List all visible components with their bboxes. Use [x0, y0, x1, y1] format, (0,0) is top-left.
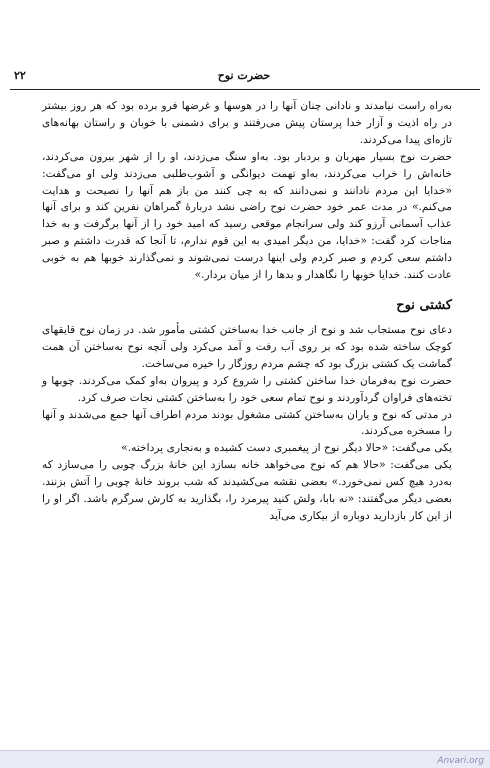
paragraph: حضرت نوح به‌فرمان خدا ساختن کشتی را شروع کرد و پیروان به‌او کمک می‌کردند. چوبها و تخته‌های فراوان گردآوردند و نوح تمام سعی خود را به‌ساختن کشتی نجات صرف کرد.: [42, 373, 452, 404]
page-body: [42, 98, 452, 525]
section-heading: کشتی نوح: [396, 297, 452, 313]
paragraph: یکی می‌گفت: «حالا هم که نوح می‌خواهد خانه بسازد این خانهٔ بزرگ چوبی را می‌سازد که به‌درد هیچ کس نمی‌خورد.» بعضی نقشه می‌کشیدند که شب بروند خانهٔ چوبی را آتش بزنند. بعضی دیگر می‌گفتند: «نه بابا، ولش کنید پیرمرد را، بگذارید به کارش سرگرم باشد. اگر او را از این کار بازدارید دوباره از بیکاری می‌آید: [42, 458, 452, 522]
paragraph: دعای نوح مستجاب شد و نوح از جانب خدا به‌ساختن کشتی مأمور شد. در زمان نوح قایقهای کوچک ساخته شده بود که بر روی آب رفت و آمد می‌کرد ولی آنچه نوح به‌ساختن آن همت گماشت یک کشتی بزرگ بود که چشم مردم روزگار را خیره می‌ساخت.: [42, 322, 452, 370]
paragraph: حضرت نوح بسیار مهربان و بردبار بود. به‌او سنگ می‌زدند، او را از شهر بیرون می‌کردند، خانه‌اش را خراب می‌کردند، به‌او تهمت دیوانگی و آشوب‌طلبی می‌زدند ولی او می‌گفت: «خدایا این مردم نادانند و نمی‌دانند که به‌ چی کنند من باز هم آنها را نصیحت و هدایت می‌کنم.» در مدت عمر خود حضرت نوح راضی نشد دربارهٔ گمراهان نفرین کند و برای آنها عذاب آسمانی آرزو کند ولی سرانجام موقعی رسید که امید خود را از آنها برگرفت و به خدا مناجات کرد گفت: «خدایا، من دیگر امیدی به این قوم ندارم، تا آنجا که قدرت داشتم و صبر داشتم سعی کردم و صبر کردم ولی اینها درست نمی‌شوند و نمی‌گذارند خوبها هم به خوبی عادت کنند. خدایا خوبها را نگاهدار و بدها را از میان بردار.»: [42, 149, 452, 282]
footer-bar: [0, 750, 490, 768]
running-title: حضرت نوح: [217, 68, 271, 82]
page-header: [14, 66, 476, 84]
page-number: ۲۲: [14, 68, 26, 82]
paragraph: به‌راه راست نیامدند و نادانی چنان آنها را در هوسها و غرضها فرو برده بود که هر روز بیشتر در راه اذیت و آزار خدا پرستان پیش می‌رفتند و برای دشمنی با خوبان و راستان بهانه‌های تازه‌ای پیدا می‌کردند.: [42, 99, 452, 146]
paragraph: یکی می‌گفت: «حالا دیگر نوح از پیغمبری دست کشیده و به‌نجاری پرداخته.»: [121, 441, 452, 455]
header-rule: [10, 89, 480, 90]
paragraph: در مدتی که نوح و یاران به‌ساختن کشتی مشغول بودند مردم اطراف آنها جمع می‌شدند و آنها را مسخره می‌کردند.: [42, 407, 452, 438]
watermark: Anvari.org: [437, 756, 484, 766]
